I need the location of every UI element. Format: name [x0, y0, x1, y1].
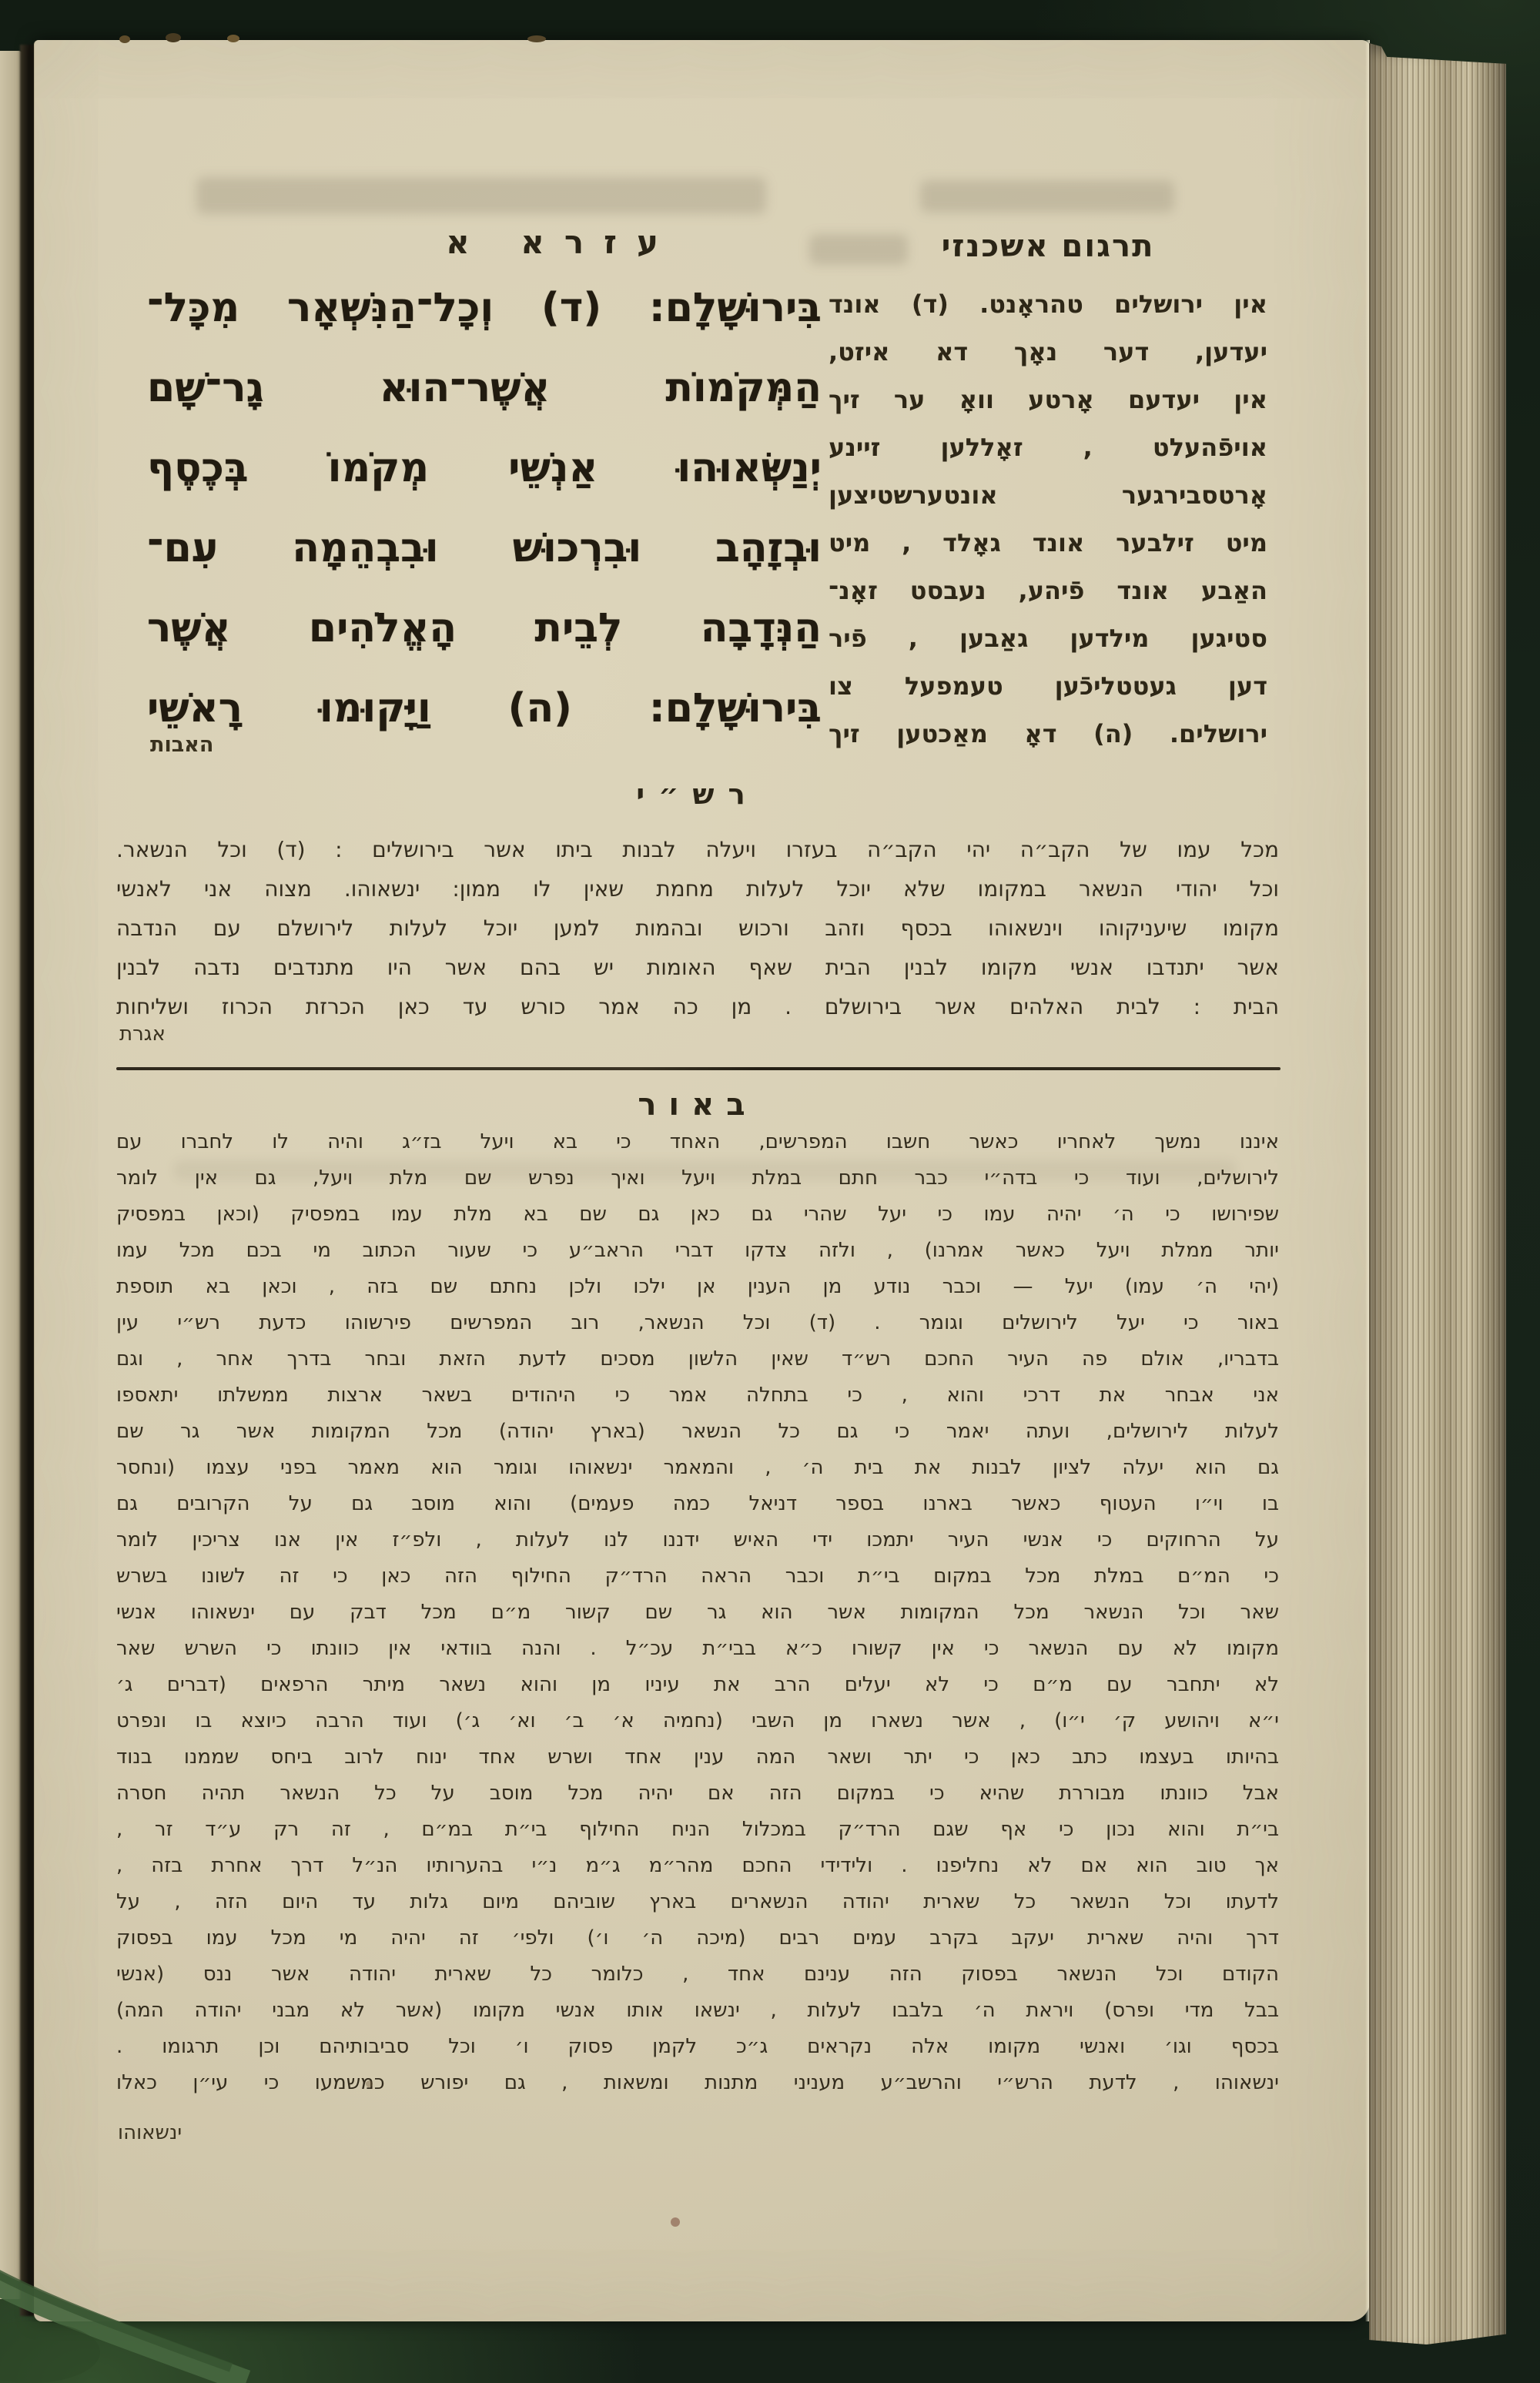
targum-line: דען געטטליכֿען טעמפעל צו — [829, 671, 1267, 701]
targum-header: תרגום אשכנזי — [941, 229, 1155, 264]
biur-line: בכסף וגו׳ ואנשי מקומו אלה נקראים ג״כ לקמן פסוק ו׳ וכל סביבותיהם וכן תרגומו . — [116, 2035, 1279, 2058]
rashi-header: רש״י — [636, 778, 759, 811]
paper-stain — [671, 2217, 680, 2227]
rashi-block — [116, 830, 1279, 1026]
rashi-line: מקומו שיעניקוהו וינשאוהו בכסף וזהב ורכוש ובהמות למען יוכל לעלות לירושלם עם הנדבה — [116, 915, 1279, 941]
biur-block — [116, 1124, 1279, 2101]
biur-header: באור — [638, 1087, 758, 1123]
targum-line: סטיגען מילדען גאַבען , פֿיר — [829, 624, 1267, 653]
biur-line: לדעתו וכל הנשאר כל שארית יהודה הנשארים בארץ שוביהם מיום גלות עד היום הזה , על — [116, 1890, 1279, 1913]
show-through-smudge — [920, 180, 1174, 213]
biur-line: יותר ממלת ויעל כאשר אמרנו) , ולזה צדקו דברי הראב״ע כי שעור הכתוב מי בכם מכל עמו — [116, 1239, 1279, 1262]
bible-text-line: בִּירוּשָׁלִָם: (ד) וְכָל־הַנִּשְׁאָר מִכָּל־ — [147, 285, 822, 331]
targum-line: אָרטסבירגער אונטערשטיצען — [829, 480, 1267, 510]
bible-text-line: יְנַשְּׂאוּהוּ אַנְשֵׁי מְקֹמוֹ בְּכֶסֶף — [147, 445, 822, 491]
biur-line: בבל מדי ופרס) ויראת ה׳ בלבבו לעלות , ינשאו אותו אנשי מקומו (אשר לא מבני יהודה המה) — [116, 1999, 1279, 2022]
biur-line: לעלות לירושלים, ועתה יאמר כי גם כל הנשאר (בארץ יהודה) מכל המקומות אשר גר שם — [116, 1420, 1279, 1443]
biur-line: אני אבחר את דרכי והוא , כי בתחלה אמר כי היהודים בשאר ארצות ממשלתו יתאספו — [116, 1384, 1279, 1407]
show-through-smudge — [196, 177, 766, 214]
rashi-line: וכל יהודי הנשאר במקומו שלא יוכל לעלות מחמת שאין לו ממון: ינשאוהו. מצוה אני לאנשי — [116, 876, 1279, 902]
bible-catchword: האבות — [150, 733, 214, 757]
biur-line: איננו נמשך לאחריו כאשר חשבו המפרשים, האחד כי בא ויעל בז״ג והיה לו לחברו עם — [116, 1130, 1279, 1153]
bible-text-line: הַמְּקֹמוֹת אֲשֶׁר־הוּא גָר־שָׁם — [147, 365, 822, 411]
targum-column — [829, 280, 1267, 758]
biur-line: מקומו לא עם הנשאר כי אין קשורו כ״א בבי״ת עכ״ל . והנה בוודאי אין כוונתו כי השרש שאר — [116, 1637, 1279, 1660]
biur-line: שפירושו כי ה׳ יהיה עמו כי יעל שהרי גם כאן גם שם בא מלת עמו במפסיק (וכאן במפסיק — [116, 1203, 1279, 1226]
biur-line: בהיותו בעצמו כתב כאן כי יתר ושאר המה ענין אחד ושרש אחד ינוח לרוב ביחס שממנו בנוד — [116, 1745, 1279, 1769]
biur-line: אך טוב הוא אם לא נחליפנו . ולידידי החכם מהר״מ ג״מ נ״י בהערותיו הנ״ל דרך אחרת בזה , — [116, 1854, 1279, 1877]
paper-debris — [227, 35, 239, 42]
biur-line: כי המ״ם במלת מכל במקום בי״ת וכבר הראה הרד״ק החילוף הזה כאן כי זה לשונו בשרש — [116, 1565, 1279, 1588]
targum-line: אין יעדעם אָרטע וואָ ער זיך — [829, 385, 1267, 414]
biur-line: לא יתחבר עם מ״ם כי לא יעלים הרב את עיניו מן והוא נשאר מיתר הרפאים (דברים ג׳ — [116, 1673, 1279, 1696]
paper-debris — [119, 35, 130, 43]
bible-text-line: וּבְזָהָב וּבִרְכוּשׁ וּבִבְהֵמָה עִם־ — [147, 525, 822, 571]
book-chapter-title: עזרא א — [446, 223, 678, 261]
bible-text-line: הַנְּדָבָה לְבֵית הָאֱלֹהִים אֲשֶׁר — [147, 605, 822, 651]
biur-line: דרך והיה שארית יעקב בקרב עמים רבים (מיכה ה׳ ו׳) ולפי׳ זה יהיה מי מכל עמו בפסוק — [116, 1926, 1279, 1950]
paper-debris — [527, 35, 546, 42]
targum-line: יעדען, דער נאָך דא איזט, — [829, 337, 1267, 366]
rashi-catchword: אגרת — [119, 1022, 166, 1046]
biur-line: בו וי״ו העטוף כאשר בארנו בספר דניאל כמה פעמים) והוא מוסב גם על הקרובים גם — [116, 1492, 1279, 1515]
bible-text-line: בִּירוּשָׁלִָם: (ה) וַיָּקוּמוּ רָאשֵׁי — [147, 685, 822, 731]
biur-line: אבל כוונתו מבוררת שהיא כי במקום הזה אם יהיה מכל מוסב על כל הנשאר תהיה חסרה — [116, 1782, 1279, 1805]
targum-line: אויפֿהעלט , זאָללען זיינע — [829, 433, 1267, 462]
paper-debris — [166, 33, 181, 42]
biur-catchword: ינשאוהו — [118, 2121, 182, 2144]
biur-line: על הרחוקים כי אנשי העיר יתמכו ידי האיש ידננו לנו לעלות , ולפ״ז אין אנו צריכין לומר — [116, 1528, 1279, 1551]
targum-line: מיט זילבער אונד גאָלד , מיט — [829, 528, 1267, 557]
biur-line: י״א ויהושע ק׳ י״ו) , אשר נשארו מן השבי (נחמיה א׳ ב׳ וא׳ ג׳) ועוד הרבה כיוצא בו ונפרט — [116, 1709, 1279, 1732]
biur-line: באור כי יעל לירושלים וגומר . (ד) וכל הנשאר, רוב המפרשים פירשוהו כדעת רש״י עין — [116, 1311, 1279, 1334]
targum-line: ירושלים. (ה) דאָ מאַכטען זיך — [829, 719, 1267, 748]
book-page — [34, 40, 1370, 2321]
biur-line: הקודם וכל הנשאר בפסוק הזה ענינם אחד , כלומר כל שארית יהודה אשר ננס (אנשי — [116, 1963, 1279, 1986]
rashi-line: מכל עמו של הקב״ה יהי הקב״ה בעזרו ויעלה לבנות ביתו אשר בירושלים : (ד) וכל הנשאר. — [116, 837, 1279, 862]
biur-line: (יהי ה׳ עמו) יעל — וכבר נודע מן הענין אן ילכו ולכן נחתם שם בזה , וכאן בא תוספת — [116, 1275, 1279, 1298]
biur-line: בדבריו, אולם פה העיר החכם רש״ד שאין הלשון מסכים לדעת הזאת ובחר בדרך אחר , וגם — [116, 1347, 1279, 1371]
biur-line: שאר וכל הנשאר מכל המקומות אשר הוא גר שם קשור מ״ם מכל דבק עם ינשאוהו אנשי — [116, 1601, 1279, 1624]
biur-line: ינשאוהו , לדעת הרש״י והרשב״ע מעניני מתנות ומשאות , גם יפורש כמשמעו כי עי״ן כאלו — [116, 2071, 1279, 2094]
biur-line: גם הוא יעלה לציון לבנות את בית ה׳ , והמאמר ינשאוהו וגומר הוא מאמר בפני עצמו (ונחסר — [116, 1456, 1279, 1479]
section-divider — [116, 1067, 1281, 1070]
rashi-line: אשר יתנדבו אנשי מקומו לבנין הבית שאף האומות יש בהם אשר היו מתנדבים נדבה לבנין — [116, 955, 1279, 980]
biur-line: לירושלים, ועוד כי בדה״י כבר חתם במלת ויעל ואיך נפרש שם מלת ויעל, גם אין לומר — [116, 1166, 1279, 1190]
page-edges — [1369, 43, 1506, 2345]
targum-line: האַבע אונד פֿיהע, נעבסט זאָנ־ — [829, 576, 1267, 605]
biur-line: בי״ת והוא נכון כי אף שגם הרד״ק במכלול הניח החילוף בי״ת במ״ם , זה רק ע״ד זר , — [116, 1818, 1279, 1841]
targum-line: אין ירושלים טהראָנט. (ד) אונד — [829, 290, 1267, 319]
paper-stain — [366, 2080, 373, 2087]
bible-text-block — [147, 268, 822, 748]
rashi-line: הבית : לבית האלהים אשר בירושלם . מן כה אמר כורש עד כאן הכרזת הכרוז ושליחות — [116, 994, 1279, 1019]
bookmark-ribbon — [0, 2237, 262, 2383]
